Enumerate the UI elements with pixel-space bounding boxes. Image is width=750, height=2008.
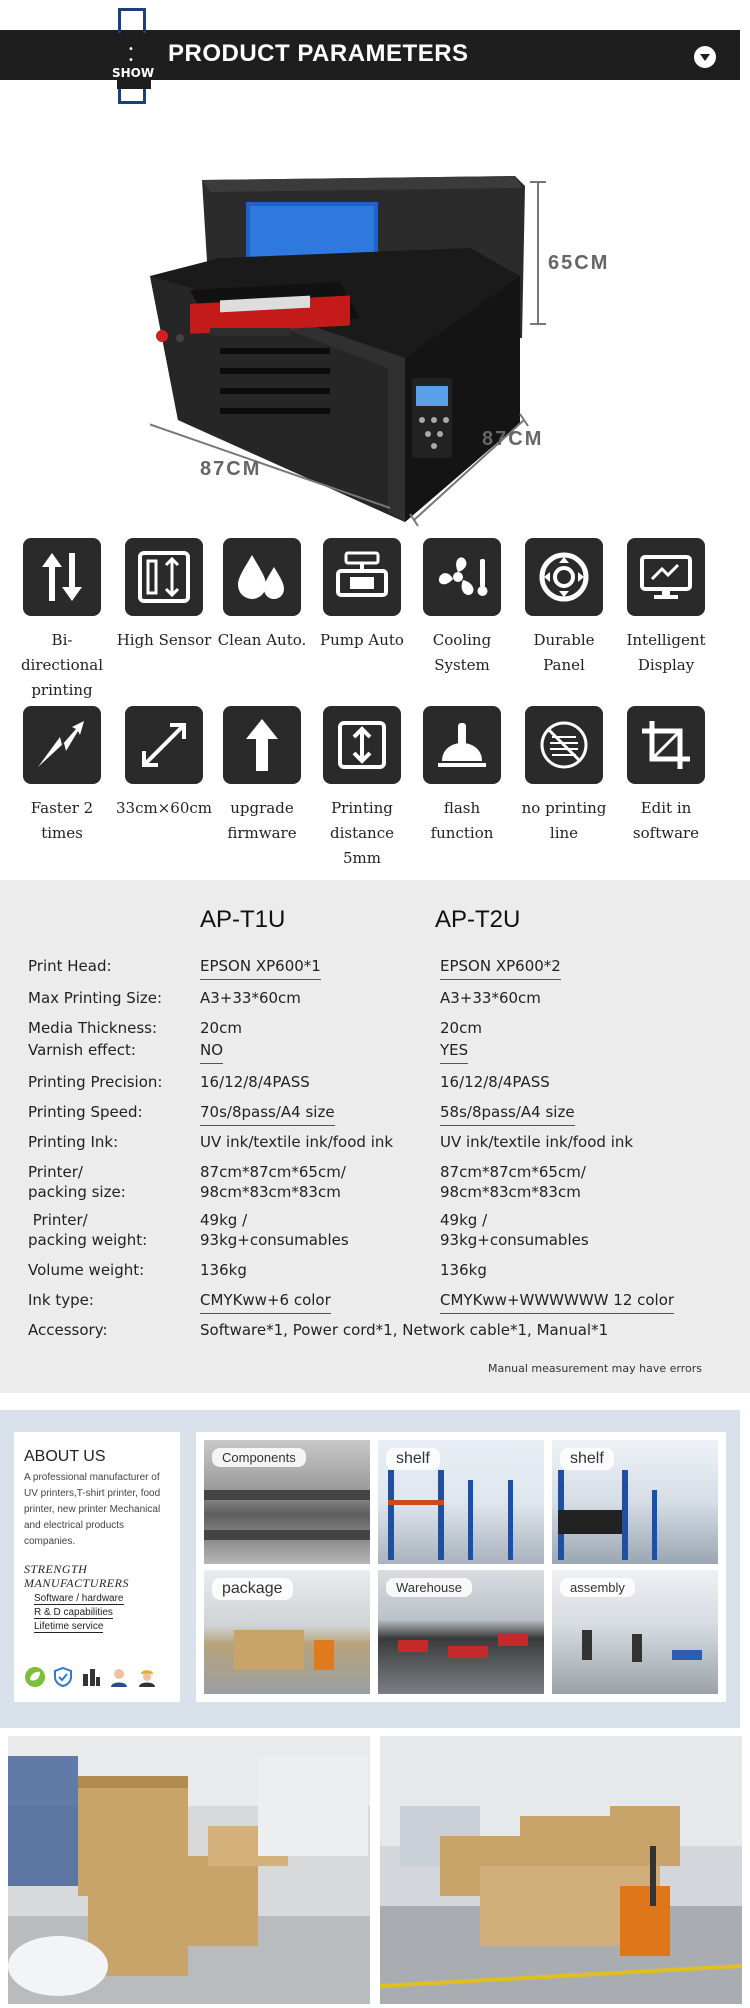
model-1-title: AP-T1U [200,906,286,933]
flash-lamp-icon [432,717,492,773]
feature-upgrade-firmware: upgrade firmware [212,706,312,846]
no-lines-icon [536,717,592,773]
feature-edit-software: Edit in software [616,706,716,846]
support-agent-icon [108,1666,130,1688]
show-label[interactable]: SHOW [112,66,155,80]
about-text: A professional manufacturer of UV printers,T-shirt printer, food printer, new printer Mechanical and electrical products companies. [24,1472,161,1547]
badge-row [24,1666,158,1688]
fan-thermometer-icon [432,549,492,605]
photo-components: Components [204,1440,370,1564]
monitor-icon [636,549,696,605]
feature-faster: Faster 2 times [12,706,112,846]
strength-heading: STRENGTH MANUFACTURERS [24,1562,129,1590]
building-icon [80,1666,102,1688]
bidirectional-arrows-icon [38,549,86,605]
capability-1: Software / hardware [34,1593,124,1604]
height-sensor-icon [136,549,192,605]
feature-intelligent-display: Intelligent Display [616,538,716,678]
show-dots: • • [128,44,140,66]
feature-flash-function: flash function [412,706,512,846]
upload-arrow-icon [242,715,282,775]
warehouse-photo-right [380,1736,742,2004]
ink-drops-icon [232,549,292,605]
speed-bolt-icon [32,717,92,773]
warehouse-photo-left [8,1736,370,2004]
company-banner [0,1410,740,1728]
parameters-table: AP-T1U AP-T2U Print Head: EPSON XP600*1 EPSON XP600*2 Max Printing Size: A3+33*60cm A3+33*60cm Media Thickness: 20cm 20cm Varnish effect: NO YES Printing Precision: 16/12/8/4PASS 16/12/8/4PASS Printing Speed: 70s/8pass/A4 size 58s/8pass/A4 size Printing Ink: UV ink/textile ink/food ink UV ink/textile ink/food ink Printer/ packing size: 87cm*87cm*65cm/ 98cm*83cm*83cm 87cm*87cm*65cm/ 98cm*83cm*83cm Printer/ packing weight: 49kg / 93kg+consumables 49kg / 93kg+consumables Volume weight: 136kg 136kg Ink type: CMYKww+6 color CMYKww+WWWWWW 12 color Accessory: Software*1, Power cord*1, Network cable*1, Manual*1 Manual measurement may have errors [0,880,750,1393]
feature-no-printing-line: no printing line [514,706,614,846]
about-title: ABOUT US [24,1448,106,1465]
resize-arrows-icon [134,717,194,773]
crop-icon [638,717,694,773]
feature-durable-panel: Durable Panel [514,538,614,678]
eco-leaf-icon [24,1666,46,1688]
about-us-card [14,1432,180,1702]
width-dimension: 87CM [200,458,262,480]
model-2-title: AP-T2U [435,906,521,933]
engineer-icon [136,1666,158,1688]
photo-warehouse: Warehouse [378,1570,544,1694]
factory-photo-grid [196,1432,726,1702]
feature-pump-auto: Pump Auto [312,538,412,653]
capability-3: Lifetime service [34,1621,104,1632]
photo-assembly: assembly [552,1570,718,1694]
photo-shelf-2: shelf [552,1440,718,1564]
height-dimension: 65CM [548,252,610,274]
vertical-distance-icon [334,717,390,773]
control-panel-icon [536,549,592,605]
feature-cooling-system: Cooling System [412,538,512,678]
photo-package: package [204,1570,370,1694]
feature-clean-auto: Clean Auto. [212,538,312,653]
pump-icon [332,549,392,605]
feature-size: 33cm×60cm [114,706,214,821]
feature-high-sensor: High Sensor [114,538,214,653]
shield-check-icon [52,1666,74,1688]
chevron-down-icon[interactable] [694,46,716,68]
feature-printing-distance: Printing distance 5mm [312,706,412,871]
photo-shelf-1: shelf [378,1440,544,1564]
measurement-note: Manual measurement may have errors [487,1362,702,1375]
feature-bidirectional: Bi-directional printing [12,538,112,703]
capability-2: R & D capabilities [34,1607,113,1618]
page-title: PRODUCT PARAMETERS [168,40,469,67]
product-image-area [0,140,750,520]
depth-dimension: 87CM [482,428,544,450]
